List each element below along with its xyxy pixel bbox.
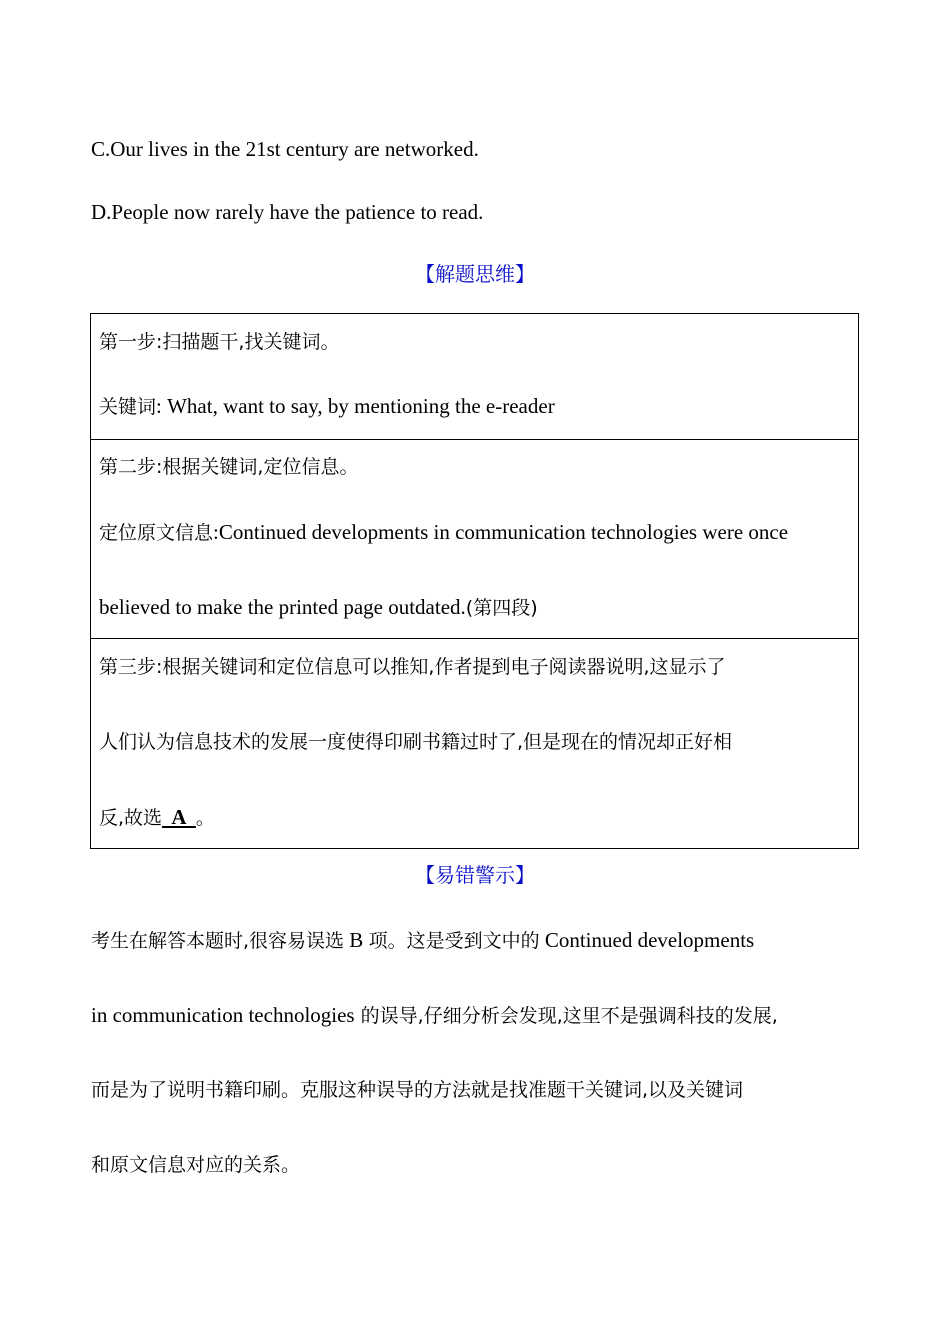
step3-answer: A	[162, 805, 196, 829]
warning-line-4: 和原文信息对应的关系。	[91, 1154, 301, 1176]
step2-locate-1	[99, 520, 788, 545]
heading-warning: 【易错警示】	[415, 863, 535, 887]
warning-line-2-en: in communication technologies	[91, 1003, 355, 1027]
option-d: D.People now rarely have the patience to read.	[91, 200, 484, 224]
step1-keyword-label: 关键词	[99, 396, 157, 418]
step3-prefix: 反,故选	[99, 807, 163, 829]
step2-title: 第二步:根据关键词,定位信息。	[99, 456, 359, 478]
warning-line-2	[91, 1003, 778, 1028]
step3-line-1: 第三步:根据关键词和定位信息可以推知,作者提到电子阅读器说明,这显示了	[99, 656, 726, 678]
step2-locate-text-1: :Continued developments in communication technologies were once	[213, 520, 789, 544]
step2-row	[91, 439, 858, 639]
step3-line-3	[99, 805, 215, 830]
warning-line-2-cjk: 的误导,仔细分析会发现,这里不是强调科技的发展,	[354, 1005, 778, 1027]
heading-thinking: 【解题思维】	[415, 262, 535, 286]
step2-locate-2	[99, 595, 538, 620]
step1-keywords	[99, 394, 555, 419]
step2-locate-para: (第四段)	[465, 597, 538, 619]
step2-locate-text-2: believed to make the printed page outdated.	[99, 595, 466, 619]
warning-line-1-cjk2: 项。这是受到文中的	[368, 930, 540, 952]
option-c: C.Our lives in the 21st century are networked.	[91, 137, 479, 161]
steps-box	[90, 313, 859, 849]
warning-line-1	[91, 928, 754, 953]
warning-line-3: 而是为了说明书籍印刷。克服这种误导的方法就是找准题干关键词,以及关键词	[91, 1079, 744, 1101]
step3-line-2: 人们认为信息技术的发展一度使得印刷书籍过时了,但是现在的情况却正好相	[99, 731, 733, 753]
step1-keyword-text: : What, want to say, by mentioning the e-reader	[156, 394, 555, 418]
step2-locate-label: 定位原文信息	[99, 522, 214, 544]
step1-title: 第一步:扫描题干,找关键词。	[99, 331, 340, 353]
step3-suffix: 。	[195, 807, 215, 829]
warning-line-1-en: Continued developments	[539, 928, 755, 952]
step3-row	[91, 638, 858, 849]
warning-line-1-b: B	[344, 928, 369, 952]
warning-line-1-cjk: 考生在解答本题时,很容易误选	[91, 930, 345, 952]
